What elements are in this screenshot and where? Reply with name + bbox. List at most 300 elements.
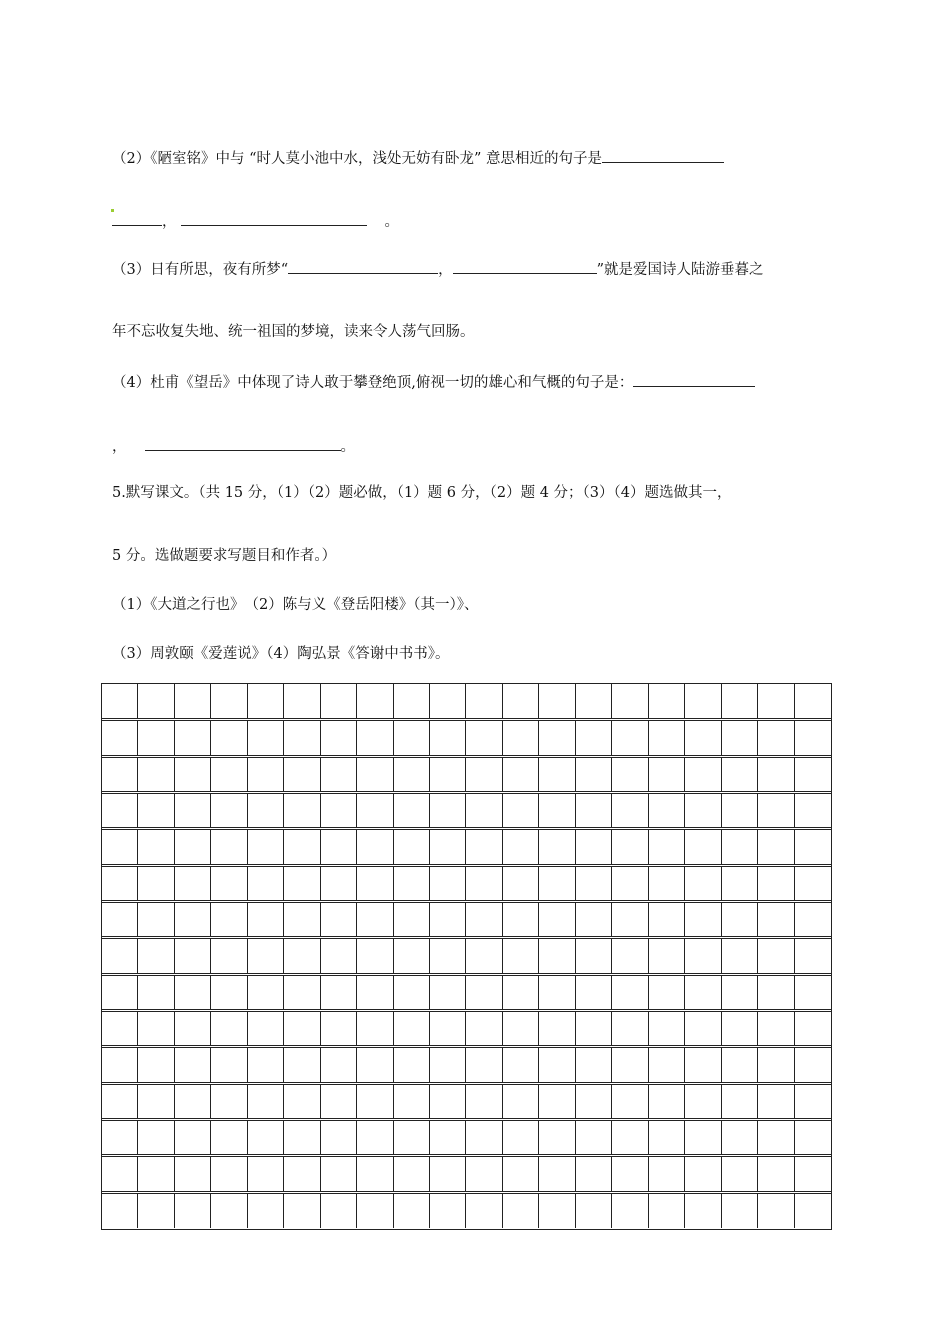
grid-cell[interactable] (467, 1156, 503, 1191)
grid-cell[interactable] (612, 1084, 648, 1119)
grid-cell[interactable] (357, 1047, 393, 1082)
grid-cell[interactable] (284, 975, 320, 1010)
grid-cell[interactable] (649, 720, 685, 755)
grid-cell[interactable] (795, 793, 831, 828)
grid-cell[interactable] (102, 1120, 138, 1155)
grid-cell[interactable] (649, 793, 685, 828)
grid-cell[interactable] (138, 1047, 174, 1082)
grid-cell[interactable] (321, 1084, 357, 1119)
grid-cell[interactable] (321, 684, 357, 719)
grid-cell[interactable] (211, 1156, 247, 1191)
grid-cell[interactable] (175, 684, 211, 719)
grid-cell[interactable] (321, 975, 357, 1010)
grid-cell[interactable] (576, 1156, 612, 1191)
grid-cell[interactable] (758, 684, 794, 719)
grid-cell[interactable] (649, 1084, 685, 1119)
grid-cell[interactable] (503, 866, 539, 901)
grid-cell[interactable] (430, 757, 466, 792)
grid-cell[interactable] (539, 720, 575, 755)
grid-cell[interactable] (394, 720, 430, 755)
grid-cell[interactable] (284, 938, 320, 973)
grid-cell[interactable] (539, 975, 575, 1010)
grid-cell[interactable] (612, 902, 648, 937)
grid-cell[interactable] (576, 1011, 612, 1046)
grid-cell[interactable] (394, 1047, 430, 1082)
grid-cell[interactable] (612, 975, 648, 1010)
grid-cell[interactable] (649, 829, 685, 864)
grid-cell[interactable] (357, 902, 393, 937)
writing-grid[interactable] (101, 683, 832, 1230)
grid-cell[interactable] (430, 902, 466, 937)
grid-cell[interactable] (539, 757, 575, 792)
grid-cell[interactable] (394, 1156, 430, 1191)
grid-cell[interactable] (722, 1156, 758, 1191)
grid-cell[interactable] (685, 1193, 721, 1228)
grid-cell[interactable] (248, 684, 284, 719)
grid-cell[interactable] (357, 793, 393, 828)
grid-cell[interactable] (211, 1193, 247, 1228)
grid-cell[interactable] (284, 757, 320, 792)
grid-cell[interactable] (248, 1047, 284, 1082)
grid-cell[interactable] (649, 1193, 685, 1228)
grid-cell[interactable] (758, 1193, 794, 1228)
grid-cell[interactable] (758, 902, 794, 937)
grid-cell[interactable] (612, 1047, 648, 1082)
grid-cell[interactable] (394, 902, 430, 937)
grid-cell[interactable] (467, 720, 503, 755)
grid-cell[interactable] (503, 902, 539, 937)
grid-cell[interactable] (430, 720, 466, 755)
grid-cell[interactable] (612, 938, 648, 973)
grid-cell[interactable] (102, 829, 138, 864)
grid-cell[interactable] (503, 720, 539, 755)
grid-cell[interactable] (503, 1120, 539, 1155)
grid-cell[interactable] (357, 1156, 393, 1191)
grid-cell[interactable] (467, 1084, 503, 1119)
grid-cell[interactable] (612, 720, 648, 755)
grid-cell[interactable] (175, 793, 211, 828)
grid-cell[interactable] (321, 720, 357, 755)
grid-cell[interactable] (138, 684, 174, 719)
grid-cell[interactable] (795, 1011, 831, 1046)
grid-cell[interactable] (722, 684, 758, 719)
grid-cell[interactable] (722, 829, 758, 864)
grid-cell[interactable] (685, 1084, 721, 1119)
grid-cell[interactable] (539, 684, 575, 719)
grid-cell[interactable] (394, 757, 430, 792)
grid-cell[interactable] (649, 975, 685, 1010)
grid-cell[interactable] (795, 902, 831, 937)
grid-cell[interactable] (467, 829, 503, 864)
grid-cell[interactable] (138, 757, 174, 792)
grid-cell[interactable] (284, 829, 320, 864)
grid-cell[interactable] (795, 866, 831, 901)
grid-cell[interactable] (211, 793, 247, 828)
grid-cell[interactable] (612, 1193, 648, 1228)
grid-cell[interactable] (576, 866, 612, 901)
grid-cell[interactable] (649, 1011, 685, 1046)
grid-cell[interactable] (357, 866, 393, 901)
grid-cell[interactable] (175, 866, 211, 901)
grid-cell[interactable] (394, 1193, 430, 1228)
grid-cell[interactable] (430, 1120, 466, 1155)
grid-cell[interactable] (576, 975, 612, 1010)
grid-cell[interactable] (394, 829, 430, 864)
q4-blank-1[interactable] (633, 371, 755, 387)
grid-cell[interactable] (722, 1084, 758, 1119)
grid-cell[interactable] (795, 829, 831, 864)
grid-cell[interactable] (394, 1120, 430, 1155)
grid-cell[interactable] (612, 1011, 648, 1046)
grid-cell[interactable] (795, 1084, 831, 1119)
grid-cell[interactable] (539, 1156, 575, 1191)
grid-cell[interactable] (138, 793, 174, 828)
q2-blank-1[interactable] (602, 147, 724, 163)
grid-cell[interactable] (248, 720, 284, 755)
grid-cell[interactable] (722, 757, 758, 792)
grid-cell[interactable] (685, 720, 721, 755)
grid-cell[interactable] (211, 1120, 247, 1155)
grid-cell[interactable] (211, 829, 247, 864)
grid-cell[interactable] (503, 1193, 539, 1228)
grid-cell[interactable] (284, 1120, 320, 1155)
grid-cell[interactable] (576, 720, 612, 755)
grid-cell[interactable] (539, 1193, 575, 1228)
grid-cell[interactable] (722, 720, 758, 755)
grid-cell[interactable] (138, 720, 174, 755)
grid-cell[interactable] (539, 902, 575, 937)
grid-cell[interactable] (503, 1156, 539, 1191)
grid-cell[interactable] (138, 1193, 174, 1228)
grid-cell[interactable] (357, 720, 393, 755)
grid-cell[interactable] (175, 829, 211, 864)
grid-cell[interactable] (102, 975, 138, 1010)
grid-cell[interactable] (102, 938, 138, 973)
grid-cell[interactable] (649, 684, 685, 719)
grid-cell[interactable] (430, 1193, 466, 1228)
grid-cell[interactable] (430, 1011, 466, 1046)
grid-cell[interactable] (758, 1011, 794, 1046)
grid-cell[interactable] (722, 1047, 758, 1082)
grid-cell[interactable] (321, 1120, 357, 1155)
grid-cell[interactable] (284, 1156, 320, 1191)
grid-cell[interactable] (467, 1047, 503, 1082)
grid-cell[interactable] (649, 1120, 685, 1155)
grid-cell[interactable] (248, 938, 284, 973)
grid-cell[interactable] (175, 757, 211, 792)
grid-cell[interactable] (248, 1120, 284, 1155)
grid-cell[interactable] (357, 1193, 393, 1228)
grid-cell[interactable] (612, 1120, 648, 1155)
grid-cell[interactable] (722, 975, 758, 1010)
grid-cell[interactable] (357, 684, 393, 719)
grid-cell[interactable] (795, 1047, 831, 1082)
grid-cell[interactable] (175, 975, 211, 1010)
grid-cell[interactable] (102, 793, 138, 828)
grid-cell[interactable] (685, 975, 721, 1010)
grid-cell[interactable] (321, 1047, 357, 1082)
grid-cell[interactable] (248, 757, 284, 792)
grid-cell[interactable] (248, 902, 284, 937)
grid-cell[interactable] (649, 1047, 685, 1082)
grid-cell[interactable] (612, 684, 648, 719)
q2-blank-3[interactable] (181, 210, 367, 226)
grid-cell[interactable] (430, 1047, 466, 1082)
grid-cell[interactable] (795, 720, 831, 755)
grid-cell[interactable] (503, 757, 539, 792)
grid-cell[interactable] (503, 1047, 539, 1082)
grid-cell[interactable] (394, 684, 430, 719)
grid-cell[interactable] (430, 1084, 466, 1119)
grid-cell[interactable] (248, 866, 284, 901)
grid-cell[interactable] (649, 938, 685, 973)
grid-cell[interactable] (211, 757, 247, 792)
grid-cell[interactable] (430, 684, 466, 719)
grid-cell[interactable] (467, 866, 503, 901)
grid-cell[interactable] (175, 938, 211, 973)
grid-cell[interactable] (467, 793, 503, 828)
grid-cell[interactable] (248, 1193, 284, 1228)
grid-cell[interactable] (175, 720, 211, 755)
grid-cell[interactable] (321, 1011, 357, 1046)
grid-cell[interactable] (321, 793, 357, 828)
grid-cell[interactable] (284, 1011, 320, 1046)
grid-cell[interactable] (321, 757, 357, 792)
grid-cell[interactable] (430, 829, 466, 864)
grid-cell[interactable] (576, 1193, 612, 1228)
grid-cell[interactable] (430, 1156, 466, 1191)
grid-cell[interactable] (685, 1120, 721, 1155)
grid-cell[interactable] (649, 1156, 685, 1191)
grid-cell[interactable] (430, 975, 466, 1010)
grid-cell[interactable] (503, 938, 539, 973)
grid-cell[interactable] (576, 938, 612, 973)
grid-cell[interactable] (175, 1120, 211, 1155)
grid-cell[interactable] (175, 1047, 211, 1082)
grid-cell[interactable] (211, 684, 247, 719)
grid-cell[interactable] (175, 1084, 211, 1119)
grid-cell[interactable] (211, 720, 247, 755)
grid-cell[interactable] (649, 757, 685, 792)
grid-cell[interactable] (102, 720, 138, 755)
grid-cell[interactable] (102, 1156, 138, 1191)
grid-cell[interactable] (503, 1084, 539, 1119)
grid-cell[interactable] (248, 793, 284, 828)
grid-cell[interactable] (284, 1047, 320, 1082)
grid-cell[interactable] (394, 1084, 430, 1119)
grid-cell[interactable] (321, 1193, 357, 1228)
grid-cell[interactable] (685, 1047, 721, 1082)
grid-cell[interactable] (211, 866, 247, 901)
grid-cell[interactable] (795, 1193, 831, 1228)
grid-cell[interactable] (102, 902, 138, 937)
grid-cell[interactable] (758, 757, 794, 792)
grid-cell[interactable] (503, 1011, 539, 1046)
grid-cell[interactable] (722, 938, 758, 973)
grid-cell[interactable] (394, 975, 430, 1010)
grid-cell[interactable] (612, 757, 648, 792)
grid-cell[interactable] (722, 1011, 758, 1046)
grid-cell[interactable] (248, 829, 284, 864)
grid-cell[interactable] (357, 1011, 393, 1046)
grid-cell[interactable] (722, 866, 758, 901)
grid-cell[interactable] (284, 1084, 320, 1119)
grid-cell[interactable] (102, 1193, 138, 1228)
grid-cell[interactable] (394, 793, 430, 828)
grid-cell[interactable] (138, 1011, 174, 1046)
grid-cell[interactable] (576, 1047, 612, 1082)
grid-cell[interactable] (685, 902, 721, 937)
grid-cell[interactable] (248, 975, 284, 1010)
grid-cell[interactable] (467, 1193, 503, 1228)
grid-cell[interactable] (211, 1011, 247, 1046)
q3-blank-2[interactable] (453, 258, 597, 274)
grid-cell[interactable] (321, 902, 357, 937)
grid-cell[interactable] (211, 1084, 247, 1119)
grid-cell[interactable] (211, 975, 247, 1010)
grid-cell[interactable] (248, 1084, 284, 1119)
grid-cell[interactable] (576, 757, 612, 792)
grid-cell[interactable] (321, 938, 357, 973)
grid-cell[interactable] (539, 829, 575, 864)
grid-cell[interactable] (758, 938, 794, 973)
grid-cell[interactable] (467, 684, 503, 719)
grid-cell[interactable] (248, 1156, 284, 1191)
grid-cell[interactable] (539, 1120, 575, 1155)
grid-cell[interactable] (685, 938, 721, 973)
grid-cell[interactable] (576, 1084, 612, 1119)
grid-cell[interactable] (758, 866, 794, 901)
grid-cell[interactable] (357, 1120, 393, 1155)
grid-cell[interactable] (795, 757, 831, 792)
grid-cell[interactable] (321, 866, 357, 901)
grid-cell[interactable] (503, 975, 539, 1010)
grid-cell[interactable] (758, 793, 794, 828)
grid-cell[interactable] (758, 1120, 794, 1155)
grid-cell[interactable] (503, 829, 539, 864)
grid-cell[interactable] (539, 866, 575, 901)
grid-cell[interactable] (795, 684, 831, 719)
grid-cell[interactable] (394, 1011, 430, 1046)
grid-cell[interactable] (649, 902, 685, 937)
grid-cell[interactable] (357, 1084, 393, 1119)
grid-cell[interactable] (211, 938, 247, 973)
grid-cell[interactable] (102, 684, 138, 719)
grid-cell[interactable] (685, 793, 721, 828)
grid-cell[interactable] (576, 902, 612, 937)
grid-cell[interactable] (539, 1047, 575, 1082)
grid-cell[interactable] (612, 1156, 648, 1191)
grid-cell[interactable] (612, 829, 648, 864)
grid-cell[interactable] (138, 1156, 174, 1191)
grid-cell[interactable] (795, 1120, 831, 1155)
grid-cell[interactable] (467, 757, 503, 792)
grid-cell[interactable] (284, 902, 320, 937)
grid-cell[interactable] (102, 1047, 138, 1082)
grid-cell[interactable] (357, 829, 393, 864)
grid-cell[interactable] (612, 793, 648, 828)
grid-cell[interactable] (576, 793, 612, 828)
grid-cell[interactable] (758, 1047, 794, 1082)
grid-cell[interactable] (357, 975, 393, 1010)
grid-cell[interactable] (467, 1120, 503, 1155)
grid-cell[interactable] (503, 793, 539, 828)
grid-cell[interactable] (758, 720, 794, 755)
grid-cell[interactable] (539, 1084, 575, 1119)
grid-cell[interactable] (138, 938, 174, 973)
grid-cell[interactable] (175, 1193, 211, 1228)
grid-cell[interactable] (248, 1011, 284, 1046)
grid-cell[interactable] (503, 684, 539, 719)
grid-cell[interactable] (284, 866, 320, 901)
grid-cell[interactable] (722, 793, 758, 828)
grid-cell[interactable] (467, 1011, 503, 1046)
grid-cell[interactable] (284, 684, 320, 719)
grid-cell[interactable] (138, 1120, 174, 1155)
grid-cell[interactable] (539, 938, 575, 973)
grid-cell[interactable] (795, 1156, 831, 1191)
grid-cell[interactable] (539, 793, 575, 828)
grid-cell[interactable] (795, 938, 831, 973)
grid-cell[interactable] (685, 1011, 721, 1046)
grid-cell[interactable] (138, 902, 174, 937)
grid-cell[interactable] (138, 975, 174, 1010)
grid-cell[interactable] (138, 866, 174, 901)
grid-cell[interactable] (357, 757, 393, 792)
grid-cell[interactable] (722, 1120, 758, 1155)
grid-cell[interactable] (430, 866, 466, 901)
grid-cell[interactable] (175, 902, 211, 937)
grid-cell[interactable] (138, 829, 174, 864)
grid-cell[interactable] (795, 975, 831, 1010)
grid-cell[interactable] (102, 1011, 138, 1046)
grid-cell[interactable] (685, 757, 721, 792)
grid-cell[interactable] (102, 1084, 138, 1119)
grid-cell[interactable] (284, 1193, 320, 1228)
grid-cell[interactable] (758, 1084, 794, 1119)
q4-blank-2[interactable] (145, 435, 341, 451)
q3-blank-1[interactable] (288, 258, 438, 274)
grid-cell[interactable] (467, 902, 503, 937)
grid-cell[interactable] (576, 1120, 612, 1155)
grid-cell[interactable] (102, 757, 138, 792)
grid-cell[interactable] (175, 1011, 211, 1046)
grid-cell[interactable] (539, 1011, 575, 1046)
grid-cell[interactable] (758, 975, 794, 1010)
grid-cell[interactable] (211, 1047, 247, 1082)
grid-cell[interactable] (284, 793, 320, 828)
grid-cell[interactable] (394, 866, 430, 901)
grid-cell[interactable] (467, 975, 503, 1010)
grid-cell[interactable] (467, 938, 503, 973)
grid-cell[interactable] (685, 1156, 721, 1191)
grid-cell[interactable] (612, 866, 648, 901)
grid-cell[interactable] (394, 938, 430, 973)
grid-cell[interactable] (357, 938, 393, 973)
q2-blank-2[interactable] (112, 210, 162, 226)
grid-cell[interactable] (685, 829, 721, 864)
grid-cell[interactable] (430, 793, 466, 828)
grid-cell[interactable] (211, 902, 247, 937)
grid-cell[interactable] (102, 866, 138, 901)
grid-cell[interactable] (138, 1084, 174, 1119)
grid-cell[interactable] (430, 938, 466, 973)
grid-cell[interactable] (685, 866, 721, 901)
grid-cell[interactable] (321, 1156, 357, 1191)
grid-cell[interactable] (175, 1156, 211, 1191)
grid-cell[interactable] (758, 829, 794, 864)
grid-cell[interactable] (576, 829, 612, 864)
